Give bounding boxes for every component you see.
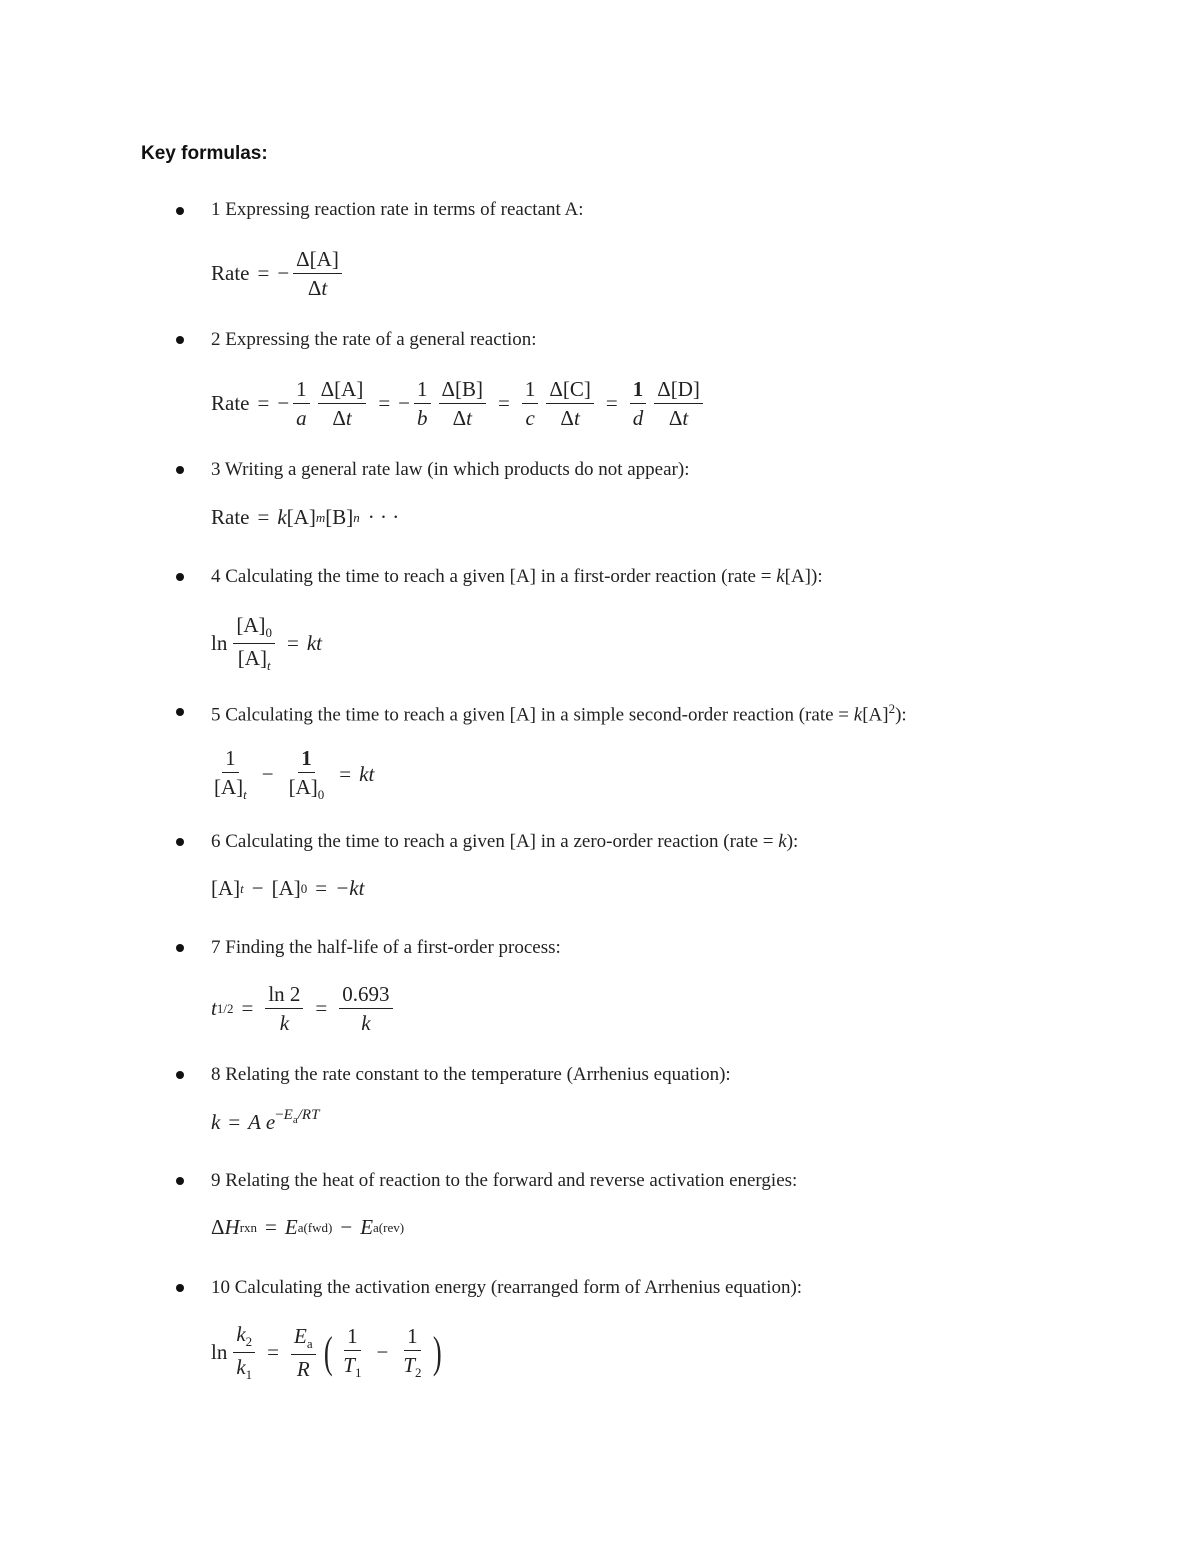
eq-text: k <box>236 1322 246 1346</box>
eq-text: Δ <box>560 406 574 431</box>
desc-text: k <box>853 704 863 726</box>
eq-text: A e <box>248 1110 276 1134</box>
eq-text: /RT <box>297 1107 320 1123</box>
eq-text: 0 <box>265 625 272 641</box>
eq-text: k <box>279 1011 290 1036</box>
eq-text: ( <box>323 1327 333 1377</box>
eq-text: ln 2 <box>265 982 303 1009</box>
bullet-icon <box>176 944 184 952</box>
eq-text: − <box>275 1107 284 1123</box>
eq-text: d <box>632 406 644 431</box>
eq-text: 1/2 <box>216 1000 234 1016</box>
fraction <box>291 1324 316 1381</box>
fraction <box>318 377 367 430</box>
eq-text: 0 <box>317 787 325 803</box>
formula-description <box>211 701 907 726</box>
eq-text: t <box>321 276 328 301</box>
formula-equation <box>211 1215 404 1240</box>
desc-text: 5 Calculating the time to reach a given [A] in a simple second-order reaction (rate = <box>211 704 854 726</box>
formula-description: 9 Relating the heat of reaction to the forward and reverse activation energies: <box>211 1170 798 1191</box>
eq-text: 1 <box>344 1324 361 1351</box>
eq-text: Δ <box>307 276 322 301</box>
eq-text: = <box>605 391 618 416</box>
eq-text: − <box>376 1340 389 1365</box>
eq-text: = <box>257 505 270 529</box>
eq-text: Δ[B] <box>439 377 487 404</box>
eq-text: a(rev) <box>373 1219 405 1235</box>
eq-text: a <box>296 406 307 431</box>
formula-equation <box>211 746 374 803</box>
eq-text: 1 <box>293 377 310 404</box>
eq-text: 1 <box>522 377 539 404</box>
eq-text: = <box>267 1340 280 1365</box>
eq-text: n <box>353 509 360 525</box>
eq-text: Δ <box>332 406 346 431</box>
eq-text: 2 <box>415 1365 422 1381</box>
desc-text: k <box>778 831 787 852</box>
eq-text: H <box>224 1215 240 1239</box>
eq-text: k <box>236 1355 246 1380</box>
desc-text: 6 Calculating the time to reach a given [A] in a zero-order reaction (rate = <box>211 831 779 852</box>
formula-description: 3 Writing a general rate law (in which products do not appear): <box>211 459 690 480</box>
eq-text: rxn <box>239 1219 258 1235</box>
fraction <box>211 746 250 803</box>
fraction <box>339 982 392 1035</box>
eq-text: 1 <box>630 377 647 404</box>
eq-text: 0 <box>300 880 308 896</box>
fraction <box>546 377 594 430</box>
eq-text: kt <box>306 631 322 656</box>
eq-text: t <box>682 406 689 431</box>
eq-text: Rate <box>211 391 250 416</box>
bullet-icon <box>176 1071 184 1079</box>
eq-text: Δ[A] <box>293 247 342 274</box>
eq-text: Δ <box>452 406 467 431</box>
eq-text: 1 <box>245 1367 253 1383</box>
eq-text: t <box>573 406 580 431</box>
bullet-icon <box>176 708 184 716</box>
eq-text: T <box>343 1353 355 1378</box>
eq-text: = <box>228 1110 241 1134</box>
eq-text: ) <box>432 1327 442 1377</box>
formula-description: 7 Finding the half-life of a first-order process: <box>211 937 561 958</box>
eq-text: Rate <box>211 261 250 286</box>
bullet-icon <box>176 573 184 581</box>
eq-text: − <box>398 391 411 416</box>
fraction <box>630 377 647 430</box>
eq-text: t <box>466 406 472 431</box>
eq-text: [A] <box>237 646 267 671</box>
fraction <box>400 1324 424 1381</box>
fraction <box>233 613 275 674</box>
eq-text: [A] <box>286 505 316 529</box>
eq-text: m <box>315 509 326 525</box>
eq-text: · · · <box>367 505 400 529</box>
eq-text <box>305 274 330 300</box>
eq-text: E <box>283 1107 293 1123</box>
formula-equation <box>211 1322 445 1383</box>
eq-text: = <box>241 996 254 1021</box>
formula-description <box>211 831 798 853</box>
desc-text: ): <box>895 704 907 726</box>
eq-text: [A] <box>236 613 266 637</box>
desc-text: ): <box>786 831 799 852</box>
eq-text: 1 <box>298 746 315 773</box>
eq-text: a <box>306 1336 313 1352</box>
formula-description: 10 Calculating the activation energy (rearranged form of Arrhenius equation): <box>211 1277 803 1298</box>
eq-text: a(fwd) <box>297 1219 333 1235</box>
eq-text: − <box>277 391 290 416</box>
eq-text: 1 <box>354 1365 362 1381</box>
eq-text: = <box>378 391 391 416</box>
eq-text: E <box>294 1323 307 1348</box>
fraction <box>286 746 328 803</box>
eq-text: t <box>211 996 217 1021</box>
formula-equation <box>211 247 346 300</box>
eq-text: Δ <box>211 1215 225 1239</box>
desc-text: 2 <box>888 701 896 716</box>
desc-text: [A]): <box>784 566 823 587</box>
eq-text: Rate <box>211 505 250 529</box>
desc-text: 4 Calculating the time to reach a given [A] in a first-order reaction (rate = <box>211 566 777 587</box>
fraction <box>414 377 431 430</box>
eq-text: a <box>292 1114 298 1126</box>
eq-text: − <box>261 762 274 787</box>
eq-text: = <box>339 762 352 787</box>
eq-text: [A] <box>288 775 318 800</box>
formula-equation <box>211 377 707 430</box>
eq-text: t <box>240 880 244 896</box>
eq-text: 1 <box>414 377 431 404</box>
bullet-icon <box>176 466 184 474</box>
eq-text: 1 <box>404 1324 421 1351</box>
bullet-icon <box>176 207 184 215</box>
fraction <box>233 1322 255 1383</box>
eq-text: t <box>266 658 271 674</box>
eq-text: E <box>360 1215 374 1239</box>
eq-text: R <box>296 1357 310 1382</box>
formula-equation <box>211 876 364 901</box>
eq-text: − <box>251 876 264 900</box>
eq-text: = <box>287 631 299 656</box>
eq-text: c <box>525 406 535 431</box>
formula-equation <box>211 982 397 1035</box>
eq-text: t <box>243 787 247 803</box>
fraction <box>654 377 703 430</box>
eq-text: b <box>417 406 428 431</box>
bullet-icon <box>176 1284 184 1292</box>
desc-text: k <box>776 566 785 587</box>
fraction <box>293 377 310 430</box>
eq-text: = <box>265 1215 277 1239</box>
formula-equation <box>211 1107 320 1135</box>
eq-text: T <box>403 1353 415 1378</box>
eq-text: [A] <box>214 775 244 800</box>
bullet-icon <box>176 336 184 344</box>
eq-text: Δ <box>668 406 683 431</box>
formula-description: 1 Expressing reaction rate in terms of reactant A: <box>211 199 584 220</box>
eq-text: Δ[C] <box>546 377 594 404</box>
eq-text: t <box>345 406 352 431</box>
eq-text: Δ[A] <box>318 377 367 404</box>
fraction <box>439 377 487 430</box>
eq-text: = <box>498 391 510 416</box>
eq-text: Δ[D] <box>654 377 703 404</box>
page-heading: Key formulas: <box>141 143 268 164</box>
eq-text: = <box>257 391 270 416</box>
eq-text: ln <box>211 1340 228 1365</box>
eq-text: = <box>315 876 328 900</box>
formula-description: 8 Relating the rate constant to the temperature (Arrhenius equation): <box>211 1064 731 1085</box>
fraction <box>522 377 539 430</box>
fraction <box>340 1324 364 1381</box>
eq-text: 1 <box>222 746 239 773</box>
eq-text: − <box>340 1215 353 1239</box>
eq-text: k <box>277 505 287 529</box>
formula-description: 2 Expressing the rate of a general reaction: <box>211 329 537 350</box>
eq-text: −kt <box>335 876 365 900</box>
bullet-icon <box>176 838 184 846</box>
fraction <box>265 982 303 1035</box>
fraction <box>293 247 342 300</box>
eq-text: 2 <box>245 1334 253 1350</box>
eq-text: [B] <box>325 505 354 529</box>
formula-equation <box>211 505 399 530</box>
eq-text: [A] <box>271 876 301 900</box>
formula-equation <box>211 613 322 674</box>
eq-text: k <box>361 1011 371 1036</box>
desc-text: [A] <box>862 704 889 726</box>
eq-text: kt <box>359 762 375 787</box>
eq-text: E <box>284 1215 298 1239</box>
exponent <box>275 1107 319 1126</box>
eq-text: = <box>315 996 328 1021</box>
bullet-icon <box>176 1177 184 1185</box>
eq-text: k <box>211 1110 221 1134</box>
eq-text: [A] <box>211 876 241 900</box>
eq-text: ln <box>211 631 228 656</box>
eq-text: 0.693 <box>339 982 392 1009</box>
eq-text: − <box>277 261 290 286</box>
formula-description <box>211 566 823 588</box>
eq-text: = <box>257 261 270 286</box>
